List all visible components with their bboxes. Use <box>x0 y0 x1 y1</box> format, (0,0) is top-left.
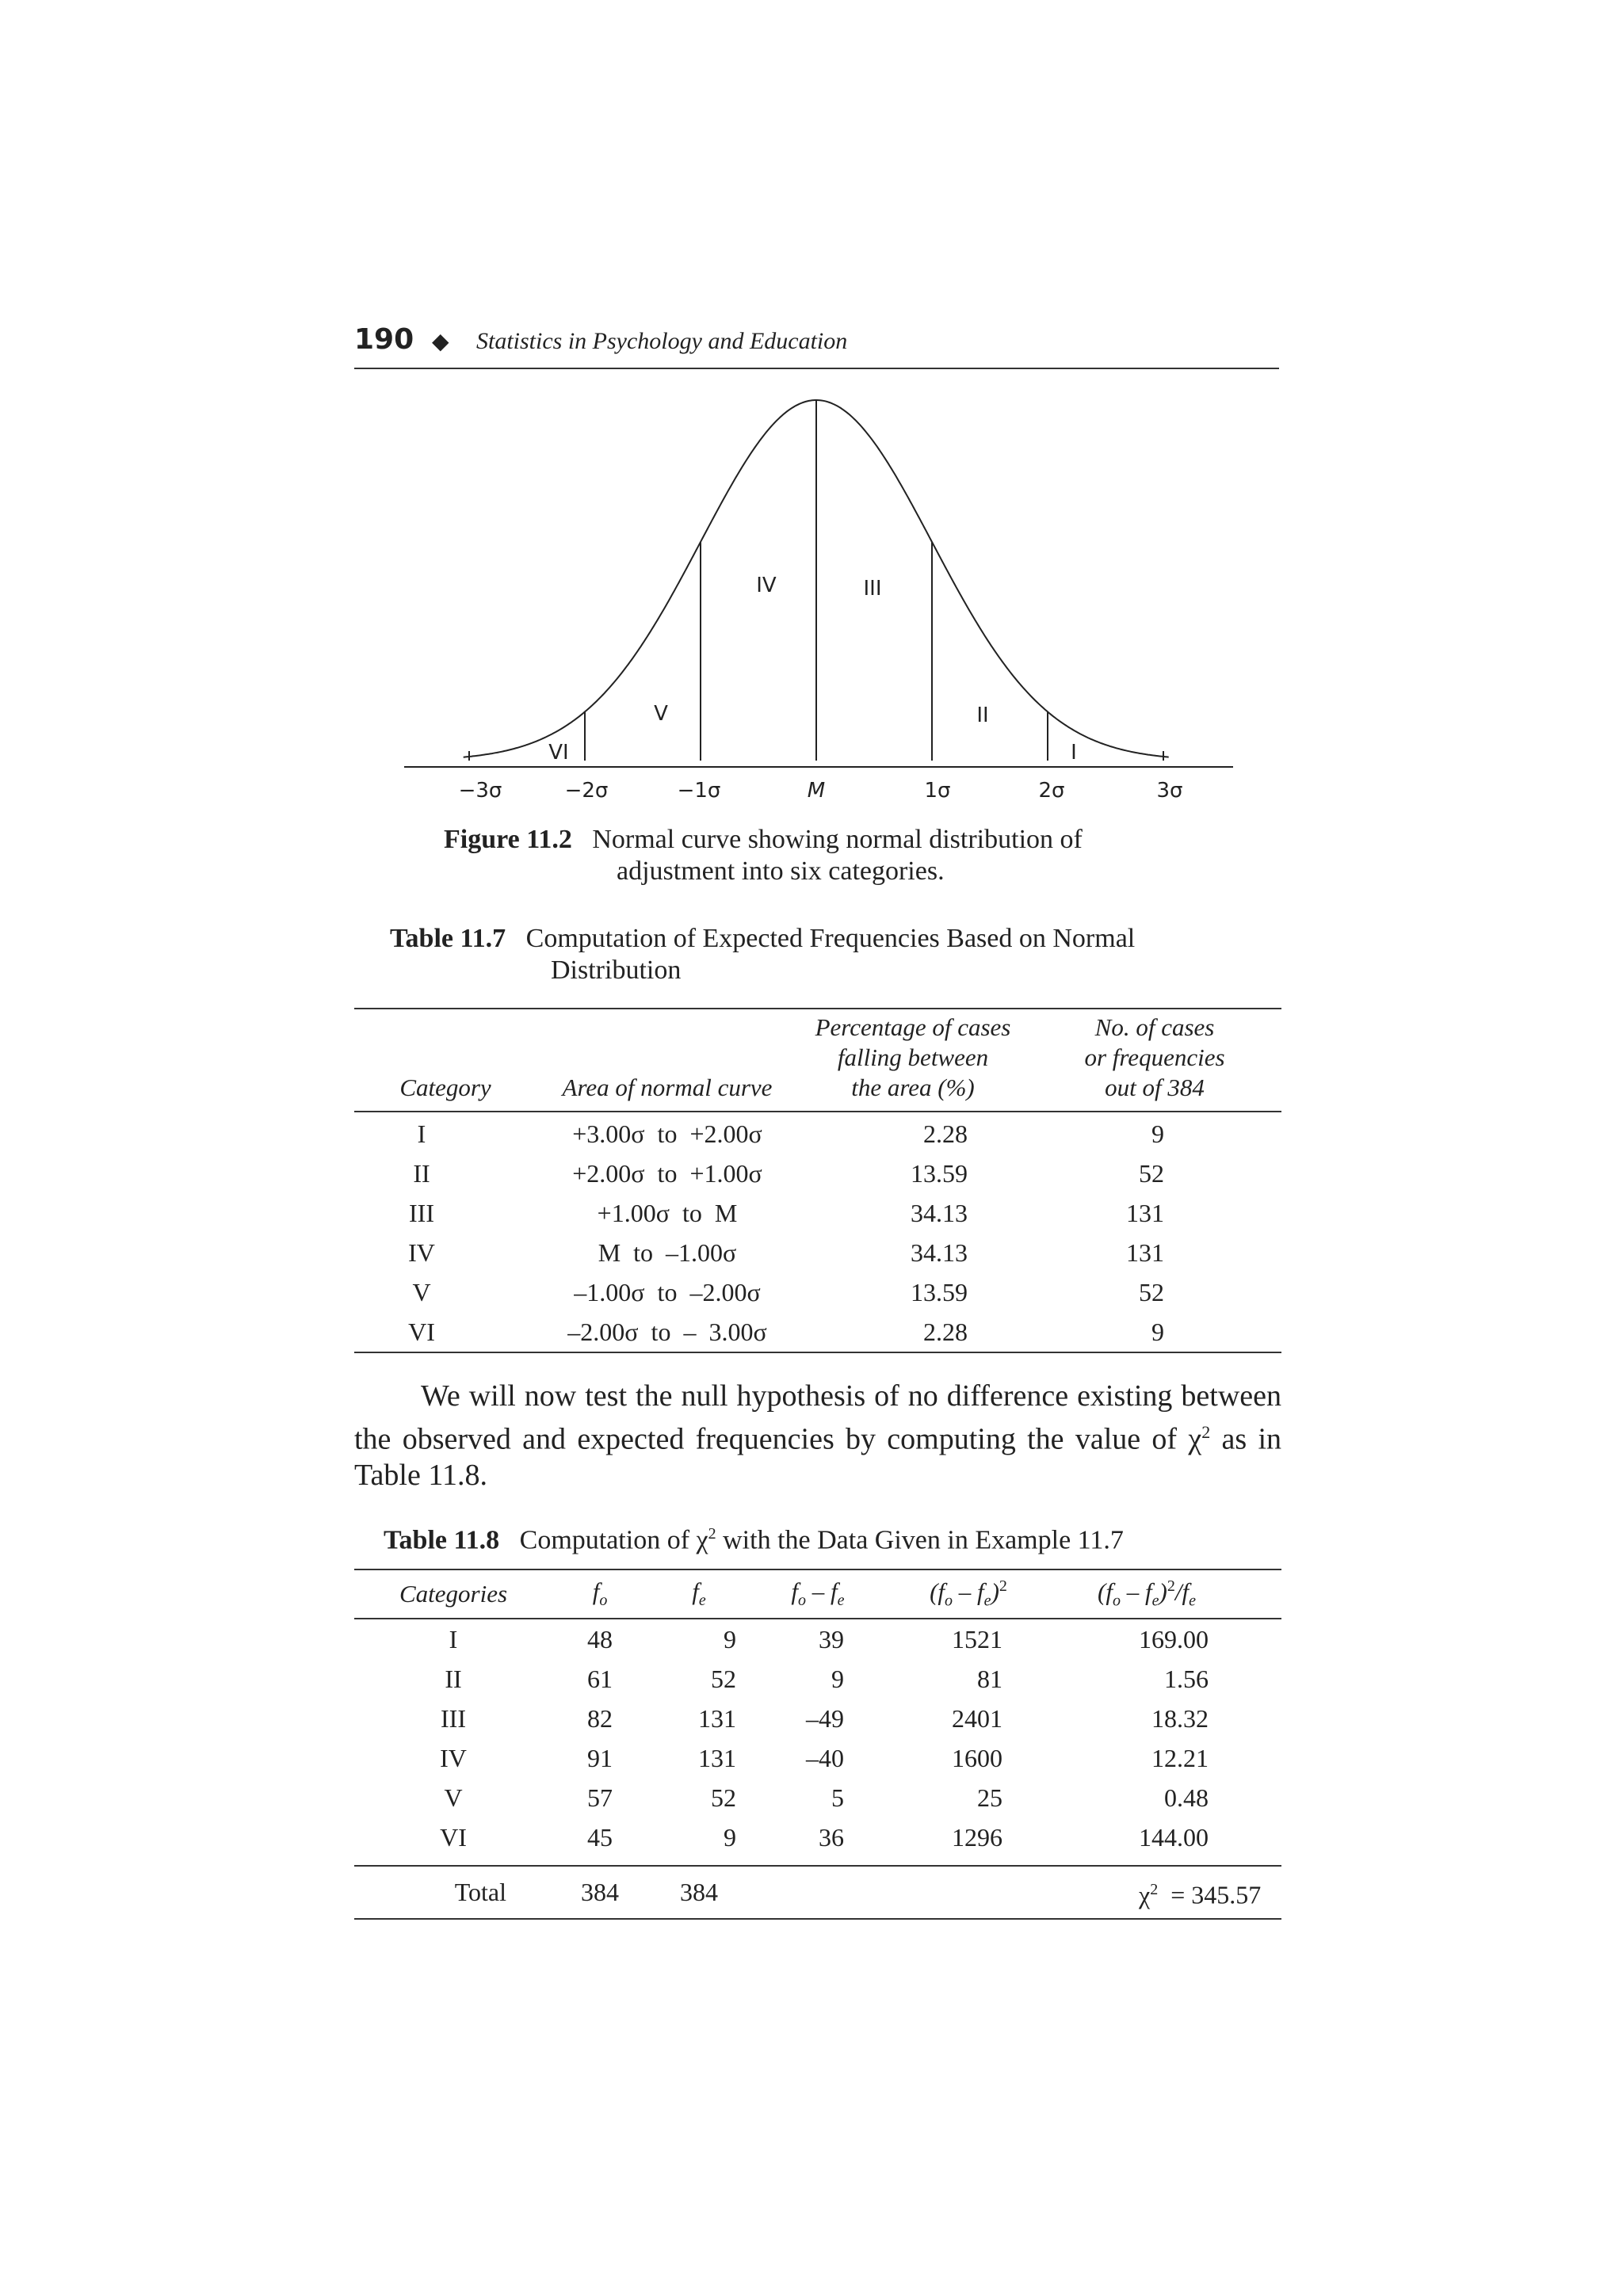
region-label-ii: II <box>976 704 989 727</box>
cell-area: +3.00σ to +2.00σ <box>572 1119 762 1148</box>
running-title: Statistics in Psychology and Education <box>476 328 848 354</box>
cell-squared-diff: 81 <box>977 1665 1002 1693</box>
table-11-7-body <box>354 1112 1281 1352</box>
cell-category: IV <box>408 1238 435 1267</box>
table-row <box>354 1193 1281 1233</box>
region-label-i: I <box>1071 741 1077 765</box>
table-11-7-header-row <box>354 1009 1281 1112</box>
page-number: 190 <box>354 323 414 356</box>
cell-area: +2.00σ to +1.00σ <box>572 1159 762 1188</box>
cell-category: VI <box>440 1823 467 1852</box>
paragraph-text-after: as in Table 11.8. <box>354 1422 1281 1492</box>
cell-ratio: 144.00 <box>1139 1823 1209 1852</box>
header-percentage-line3: the area (%) <box>851 1074 975 1101</box>
header-fo-minus-fe: $f_o - f_e$ <box>750 1569 885 1619</box>
region-label-vi: VI <box>548 741 569 765</box>
cell-ratio: 12.21 <box>1151 1744 1209 1772</box>
cell-fo: 82 <box>587 1704 613 1733</box>
cell-category: I <box>417 1119 426 1148</box>
cell-frequency: 131 <box>1126 1199 1164 1227</box>
table-11-8-header-row <box>354 1569 1281 1619</box>
cell-area: –2.00σ to – 3.00σ <box>567 1318 767 1346</box>
table-11-7-caption <box>390 923 1285 986</box>
cell-squared-diff: 1296 <box>952 1823 1002 1852</box>
cell-percentage: 34.13 <box>911 1199 968 1227</box>
total-chi-value: = 345.57 <box>1170 1880 1262 1909</box>
cell-percentage: 13.59 <box>911 1159 968 1188</box>
figure-caption-label: Figure 11.2 <box>444 825 572 854</box>
cell-fo: 48 <box>587 1625 613 1653</box>
header-frequencies-line3: out of 384 <box>1105 1074 1205 1101</box>
cell-fe: 131 <box>698 1704 736 1733</box>
header-categories: Categories <box>354 1569 552 1619</box>
table-11-8-title-before: Computation of <box>519 1525 697 1555</box>
table-11-8-title-after: with the Data Given in Example 11.7 <box>716 1525 1124 1555</box>
header-fo-f: f <box>592 1577 600 1606</box>
cell-fo: 61 <box>587 1665 613 1693</box>
cell-fo: 57 <box>587 1783 613 1812</box>
cell-ratio: 1.56 <box>1164 1665 1209 1693</box>
paragraph-chi-superscript: 2 <box>1201 1422 1211 1442</box>
table-row <box>354 1778 1281 1817</box>
table-row <box>354 1699 1281 1738</box>
cell-area: +1.00σ to M <box>597 1199 738 1227</box>
header-frequencies-line2: or frequencies <box>1084 1043 1225 1071</box>
cell-diff: 5 <box>831 1783 844 1812</box>
cell-percentage: 34.13 <box>911 1238 968 1267</box>
axis-label-2-sigma: 2σ <box>1038 779 1065 803</box>
table-11-7-label: Table 11.7 <box>390 924 506 953</box>
header-frequencies-line1: No. of cases <box>1094 1013 1215 1041</box>
cell-category: III <box>409 1199 434 1227</box>
cell-category: V <box>444 1783 463 1812</box>
cell-category: II <box>445 1665 462 1693</box>
normal-curve-figure <box>0 0 1623 840</box>
axis-label-minus-3-sigma: −3σ <box>458 779 502 803</box>
total-chi: χ <box>1139 1880 1151 1909</box>
cell-squared-diff: 25 <box>977 1783 1002 1812</box>
cell-frequency: 9 <box>1151 1119 1164 1148</box>
header-area: Area of normal curve <box>537 1009 798 1112</box>
header-ratio: $(f_o - f_e)^2/f_e$ <box>1052 1569 1242 1619</box>
total-chi-superscript: 2 <box>1150 1881 1159 1898</box>
cell-frequency: 9 <box>1151 1318 1164 1346</box>
cell-diff: 36 <box>819 1823 844 1852</box>
cell-frequency: 52 <box>1139 1159 1164 1188</box>
header-percentage-line1: Percentage of cases <box>815 1013 1011 1041</box>
table-11-8-title-chi: χ <box>696 1525 708 1555</box>
table-11-8-label: Table 11.8 <box>384 1525 500 1555</box>
cell-category: VI <box>408 1318 435 1346</box>
total-label: Total <box>354 1866 552 1919</box>
cell-diff: –49 <box>806 1704 844 1733</box>
cell-category: II <box>413 1159 430 1188</box>
total-chi-square <box>1052 1866 1281 1919</box>
figure-caption-line2: adjustment into six categories. <box>617 856 945 886</box>
cell-fe: 9 <box>724 1625 736 1653</box>
table-row <box>354 1312 1281 1352</box>
region-label-v: V <box>654 702 668 726</box>
header-frequencies <box>1028 1009 1281 1112</box>
cell-fe: 52 <box>711 1665 736 1693</box>
axis-label-minus-1-sigma: −1σ <box>677 779 721 803</box>
table-row <box>354 1619 1281 1659</box>
diamond-icon: ◆ <box>432 328 449 354</box>
header-fo-sub: o <box>599 1592 608 1610</box>
header-squared-diff: $(f_o - f_e)^2$ <box>885 1569 1052 1619</box>
cell-diff: 9 <box>831 1665 844 1693</box>
body-paragraph <box>354 1379 1281 1493</box>
table-row <box>354 1112 1281 1154</box>
table-11-8-title-superscript: 2 <box>708 1525 716 1543</box>
table-row <box>354 1738 1281 1778</box>
header-percentage-line2: falling between <box>837 1043 989 1071</box>
cell-percentage: 13.59 <box>911 1278 968 1306</box>
cell-category: V <box>412 1278 431 1306</box>
header-percentage <box>798 1009 1028 1112</box>
cell-ratio: 0.48 <box>1164 1783 1209 1812</box>
cell-category: III <box>441 1704 466 1733</box>
cell-squared-diff: 2401 <box>952 1704 1002 1733</box>
cell-category: I <box>449 1625 458 1653</box>
figure-caption <box>444 824 1220 887</box>
cell-area: –1.00σ to –2.00σ <box>574 1278 761 1306</box>
cell-frequency: 131 <box>1126 1238 1164 1267</box>
header-fe-sub: e <box>698 1592 706 1610</box>
cell-diff: –40 <box>806 1744 844 1772</box>
table-row <box>354 1154 1281 1193</box>
cell-frequency: 52 <box>1139 1278 1164 1306</box>
cell-fo: 91 <box>587 1744 613 1772</box>
axis-label-minus-2-sigma: −2σ <box>564 779 609 803</box>
header-fe-f: f <box>692 1577 699 1606</box>
cell-fe: 52 <box>711 1783 736 1812</box>
table-row <box>354 1233 1281 1272</box>
table-11-8-total-row <box>354 1866 1281 1919</box>
cell-diff: 39 <box>819 1625 844 1653</box>
region-label-iii: III <box>863 577 882 601</box>
cell-squared-diff: 1521 <box>952 1625 1002 1653</box>
header-fo <box>552 1569 647 1619</box>
cell-fe: 9 <box>724 1823 736 1852</box>
table-11-7 <box>354 1008 1281 1353</box>
table-row <box>354 1272 1281 1312</box>
cell-category: IV <box>440 1744 467 1772</box>
table-11-8 <box>354 1569 1281 1920</box>
cell-squared-diff: 1600 <box>952 1744 1002 1772</box>
table-11-7-title-line1: Computation of Expected Frequencies Based on Normal <box>525 924 1136 953</box>
table-11-8-body <box>354 1619 1281 1866</box>
figure-caption-line1: Normal curve showing normal distribution of <box>592 825 1083 854</box>
cell-ratio: 169.00 <box>1139 1625 1209 1653</box>
table-row <box>354 1817 1281 1866</box>
cell-area: M to –1.00σ <box>598 1238 737 1267</box>
cell-fe: 131 <box>698 1744 736 1772</box>
cell-percentage: 2.28 <box>923 1318 968 1346</box>
total-fo: 384 <box>552 1866 647 1919</box>
table-row <box>354 1659 1281 1699</box>
cell-fo: 45 <box>587 1823 613 1852</box>
cell-ratio: 18.32 <box>1151 1704 1209 1733</box>
total-fe: 384 <box>647 1866 750 1919</box>
cell-percentage: 2.28 <box>923 1119 968 1148</box>
region-label-iv: IV <box>756 574 777 597</box>
axis-label-1-sigma: 1σ <box>924 779 951 803</box>
axis-label-3-sigma: 3σ <box>1156 779 1183 803</box>
table-11-7-title-line2: Distribution <box>551 955 682 985</box>
paragraph-chi: χ <box>1188 1422 1202 1456</box>
header-fe <box>647 1569 750 1619</box>
paragraph-text-before: We will now test the null hypothesis of no difference existing between the observed and expected frequencies by computing the value of <box>354 1379 1281 1456</box>
table-11-8-caption <box>384 1518 1287 1556</box>
header-category: Category <box>354 1009 537 1112</box>
axis-label-mean: M <box>807 779 826 803</box>
